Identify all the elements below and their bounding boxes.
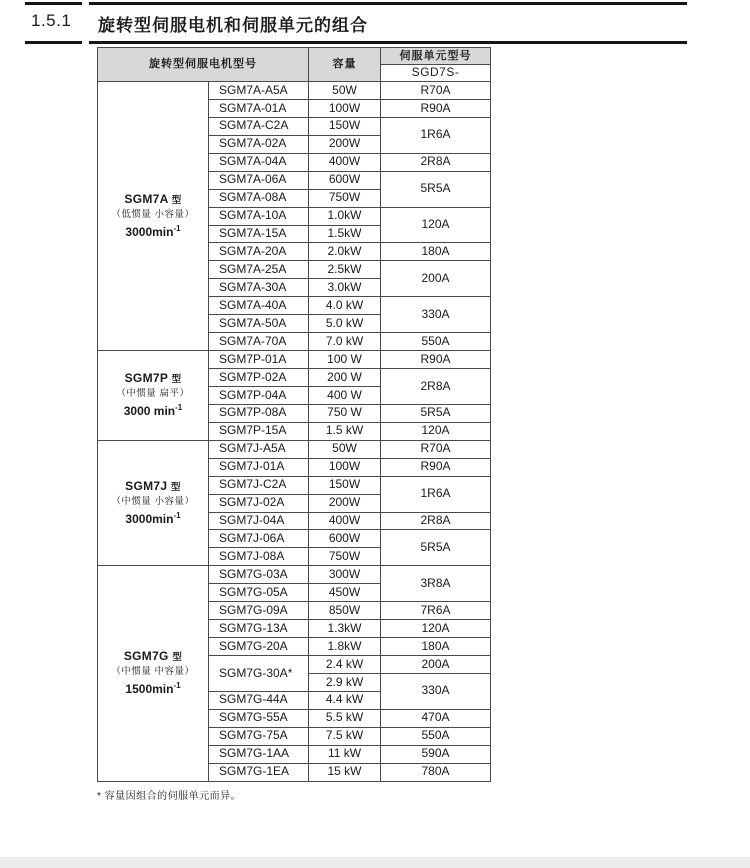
motor-group-cell xyxy=(98,566,209,781)
motor-model-header: 旋转型伺服电机型号 xyxy=(98,48,309,82)
motor-model-cell: SGM7J-C2A xyxy=(209,476,309,494)
motor-model-cell: SGM7G-13A xyxy=(209,620,309,638)
section-title: 旋转型伺服电机和伺服单元的组合 xyxy=(89,2,687,44)
motor-series-speed: $3000\min^{-1}$ xyxy=(125,223,181,239)
servo-unit-cell: R90A xyxy=(381,351,491,369)
servo-unit-cell: 550A xyxy=(381,333,491,351)
capacity-cell: 50W xyxy=(309,440,381,458)
footnote: * 容量因组合的伺服单元而异。 xyxy=(97,791,242,802)
motor-model-cell: SGM7J-01A xyxy=(209,458,309,476)
capacity-cell: 150W xyxy=(309,117,381,135)
motor-model-cell: SGM7A-01A xyxy=(209,99,309,117)
servo-unit-cell: 2R8A xyxy=(381,369,491,405)
motor-model-cell: SGM7J-02A xyxy=(209,494,309,512)
servo-unit-cell: 3R8A xyxy=(381,566,491,602)
table-row xyxy=(98,82,491,100)
motor-model-cell: SGM7G-05A xyxy=(209,584,309,602)
motor-series-speed: 3000 $\min^{-1}$ xyxy=(123,402,183,418)
motor-model-cell: SGM7A-50A xyxy=(209,315,309,333)
motor-group-cell xyxy=(98,440,209,566)
motor-model-cell: SGM7P-02A xyxy=(209,369,309,387)
servo-unit-cell: 470A xyxy=(381,709,491,727)
servo-unit-prefix: SGD7S- xyxy=(381,65,491,82)
servo-unit-cell: 330A xyxy=(381,297,491,333)
motor-model-cell: SGM7P-01A xyxy=(209,351,309,369)
table-row xyxy=(98,440,491,458)
capacity-cell: 4.0 kW xyxy=(309,297,381,315)
motor-model-cell: SGM7A-10A xyxy=(209,207,309,225)
motor-model-cell: SGM7A-04A xyxy=(209,153,309,171)
motor-series-subtitle: （中惯量 扁平） xyxy=(116,388,190,399)
servo-unit-cell: 120A xyxy=(381,620,491,638)
capacity-header: 容量 xyxy=(309,48,381,82)
motor-series-type-suffix: 型 xyxy=(171,374,182,386)
servo-unit-cell: 1R6A xyxy=(381,476,491,512)
servo-unit-cell: R70A xyxy=(381,82,491,100)
capacity-cell: 100 W xyxy=(309,351,381,369)
capacity-cell: 5.5 kW xyxy=(309,709,381,727)
motor-group-cell xyxy=(98,351,209,441)
motor-model-cell: SGM7A-06A xyxy=(209,171,309,189)
capacity-cell: 150W xyxy=(309,476,381,494)
motor-model-cell: SGM7G-20A xyxy=(209,638,309,656)
servo-unit-cell: 180A xyxy=(381,638,491,656)
section-number: 1.5.1 xyxy=(25,2,82,44)
table-header-row xyxy=(98,48,491,65)
motor-model-cell: SGM7G-44A xyxy=(209,691,309,709)
table-row xyxy=(98,566,491,584)
servo-unit-cell: 5R5A xyxy=(381,171,491,207)
capacity-cell: 7.5 kW xyxy=(309,727,381,745)
servo-unit-cell: 2R8A xyxy=(381,153,491,171)
capacity-cell: 400W xyxy=(309,153,381,171)
motor-servo-combination-table xyxy=(97,47,491,782)
motor-model-cell: SGM7G-55A xyxy=(209,709,309,727)
capacity-cell: 600W xyxy=(309,530,381,548)
servo-unit-cell: 1R6A xyxy=(381,117,491,153)
motor-series-speed: $1500\min^{-1}$ xyxy=(125,680,181,696)
capacity-cell: 200W xyxy=(309,494,381,512)
motor-model-cell: SGM7G-1EA xyxy=(209,763,309,781)
servo-unit-cell: 180A xyxy=(381,243,491,261)
capacity-cell: 400W xyxy=(309,512,381,530)
motor-model-cell: SGM7A-C2A xyxy=(209,117,309,135)
capacity-cell: 2.0kW xyxy=(309,243,381,261)
capacity-cell: 1.5kW xyxy=(309,225,381,243)
motor-model-cell: SGM7A-20A xyxy=(209,243,309,261)
capacity-cell: 400 W xyxy=(309,386,381,404)
motor-model-cell: SGM7P-08A xyxy=(209,404,309,422)
capacity-cell: 11 kW xyxy=(309,745,381,763)
motor-series-speed: $3000\min^{-1}$ xyxy=(125,510,181,526)
motor-model-cell: SGM7J-06A xyxy=(209,530,309,548)
motor-model-cell: SGM7P-15A xyxy=(209,422,309,440)
capacity-cell: 450W xyxy=(309,584,381,602)
motor-model-cell: SGM7P-04A xyxy=(209,386,309,404)
capacity-cell: 1.3kW xyxy=(309,620,381,638)
servo-unit-cell: 590A xyxy=(381,745,491,763)
servo-unit-cell: 200A xyxy=(381,656,491,674)
motor-series-subtitle: （低惯量 小容量） xyxy=(111,208,195,220)
capacity-cell: 15 kW xyxy=(309,763,381,781)
servo-unit-cell: R70A xyxy=(381,440,491,458)
capacity-cell: 100W xyxy=(309,458,381,476)
capacity-cell: 750W xyxy=(309,548,381,566)
servo-unit-header: 伺服单元型号 xyxy=(381,48,491,65)
motor-model-cell: SGM7A-30A xyxy=(209,279,309,297)
motor-model-cell: SGM7G-30A* xyxy=(209,656,309,692)
capacity-cell: 300W xyxy=(309,566,381,584)
servo-unit-cell: 7R6A xyxy=(381,602,491,620)
table-header xyxy=(98,48,491,82)
section-header xyxy=(25,2,687,44)
capacity-cell: 4.4 kW xyxy=(309,691,381,709)
capacity-cell: 600W xyxy=(309,171,381,189)
capacity-cell: 7.0 kW xyxy=(309,333,381,351)
motor-model-cell: SGM7A-A5A xyxy=(209,82,309,100)
motor-model-cell: SGM7G-1AA xyxy=(209,745,309,763)
motor-model-cell: SGM7A-70A xyxy=(209,333,309,351)
capacity-cell: 2.9 kW xyxy=(309,673,381,691)
table-row xyxy=(98,351,491,369)
motor-series-name: SGM7J 型 xyxy=(125,478,181,493)
capacity-cell: 750W xyxy=(309,189,381,207)
capacity-cell: 3.0kW xyxy=(309,279,381,297)
servo-unit-cell: 2R8A xyxy=(381,512,491,530)
motor-table-body xyxy=(98,82,491,782)
servo-unit-cell: 120A xyxy=(381,422,491,440)
capacity-cell: 1.0kW xyxy=(309,207,381,225)
capacity-cell: 5.0 kW xyxy=(309,315,381,333)
page-footer-bar xyxy=(0,857,750,868)
motor-model-cell: SGM7G-09A xyxy=(209,602,309,620)
capacity-cell: 850W xyxy=(309,602,381,620)
motor-model-cell: SGM7G-03A xyxy=(209,566,309,584)
motor-model-cell: SGM7J-08A xyxy=(209,548,309,566)
motor-model-cell: SGM7A-08A xyxy=(209,189,309,207)
servo-unit-cell: R90A xyxy=(381,458,491,476)
capacity-cell: 50W xyxy=(309,82,381,100)
capacity-cell: 750 W xyxy=(309,404,381,422)
motor-model-cell: SGM7A-25A xyxy=(209,261,309,279)
motor-series-subtitle: （中惯量 中容量） xyxy=(111,666,195,678)
servo-unit-cell: 5R5A xyxy=(381,404,491,422)
servo-unit-cell: 200A xyxy=(381,261,491,297)
motor-model-cell: SGM7J-A5A xyxy=(209,440,309,458)
motor-model-cell: SGM7A-40A xyxy=(209,297,309,315)
motor-series-subtitle: （中惯量 小容量） xyxy=(111,495,195,507)
capacity-cell: 200W xyxy=(309,135,381,153)
motor-model-cell: SGM7G-75A xyxy=(209,727,309,745)
capacity-cell: 2.5kW xyxy=(309,261,381,279)
servo-unit-cell: 330A xyxy=(381,673,491,709)
motor-model-cell: SGM7A-15A xyxy=(209,225,309,243)
servo-unit-cell: 5R5A xyxy=(381,530,491,566)
servo-unit-cell: R90A xyxy=(381,99,491,117)
motor-group-cell xyxy=(98,82,209,351)
capacity-cell: 2.4 kW xyxy=(309,656,381,674)
motor-series-type-suffix: 型 xyxy=(171,194,182,206)
motor-series-name: SGM7A 型 xyxy=(124,191,182,206)
motor-model-cell: SGM7A-02A xyxy=(209,135,309,153)
motor-series-type-suffix: 型 xyxy=(172,652,183,664)
motor-series-name: SGM7G 型 xyxy=(123,649,183,664)
motor-model-cell: SGM7J-04A xyxy=(209,512,309,530)
motor-series-name: SGM7P 型 xyxy=(124,371,182,386)
capacity-cell: 1.8kW xyxy=(309,638,381,656)
servo-unit-cell: 550A xyxy=(381,727,491,745)
motor-series-type-suffix: 型 xyxy=(171,481,181,493)
capacity-cell: 200 W xyxy=(309,369,381,387)
servo-unit-cell: 780A xyxy=(381,763,491,781)
capacity-cell: 100W xyxy=(309,99,381,117)
servo-unit-cell: 120A xyxy=(381,207,491,243)
capacity-cell: 1.5 kW xyxy=(309,422,381,440)
